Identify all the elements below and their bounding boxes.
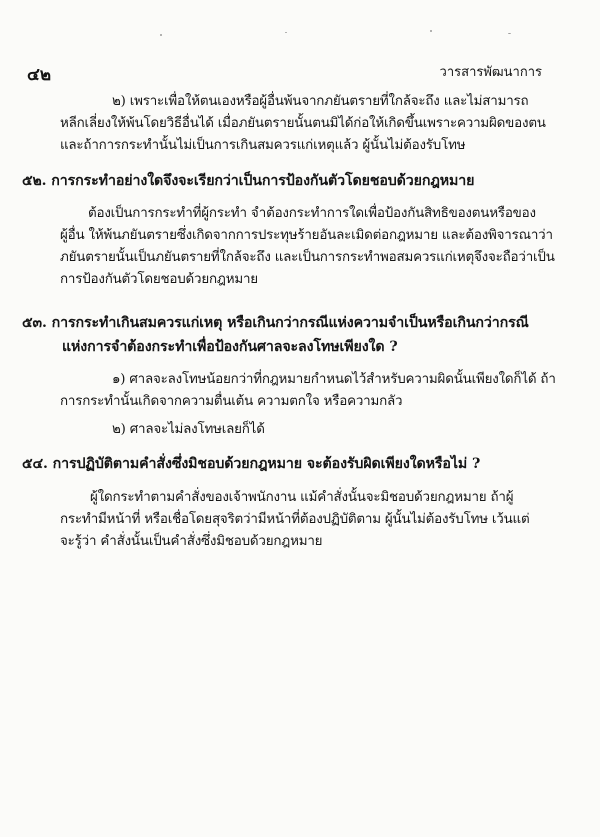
scan-speck <box>508 33 511 34</box>
answer-52-line-2: ผู้อื่น ให้พ้นภยันตรายซึ่งเกิดจากการประทุษร้ายอันละเมิดต่อกฎหมาย และต้องพิจารณาว่า <box>60 228 553 243</box>
scan-speck <box>285 32 287 33</box>
answer-53-item-1-line-2: การกระทำนั้นเกิดจากความตื่นเต้น ความตกใจ หรือความกลัว <box>60 394 403 409</box>
answer-54-line-1: ผู้ใดกระทำตามคำสั่งของเจ้าพนักงาน แม้คำสั่งนั้นจะมิชอบด้วยกฎหมาย ถ้าผู้ <box>90 490 514 505</box>
answer-52-line-4: การป้องกันตัวโดยชอบด้วยกฎหมาย <box>60 272 258 287</box>
scan-speck <box>160 34 162 36</box>
scan-speck <box>430 30 432 32</box>
question-text: การกระทำเกินสมควรแก่เหตุ หรือเกินกว่ากรณีแห่งความจำเป็นหรือเกินกว่ากรณี <box>51 315 529 331</box>
question-number: ๕๓. <box>22 315 47 331</box>
continuation-item-2-line-1: ๒) เพราะเพื่อให้ตนเองหรือผู้อื่นพ้นจากภยันตรายที่ใกล้จะถึง และไม่สามารถ <box>112 94 529 109</box>
question-53-line-2: แห่งการจำต้องกระทำเพื่อป้องกันศาลจะลงโทษเพียงใด ? <box>62 339 398 355</box>
question-number: ๕๔. <box>22 456 48 472</box>
question-number: ๕๒. <box>22 173 47 189</box>
page-number: ๔๒ <box>27 65 52 85</box>
question-53 <box>22 314 529 332</box>
answer-52-line-3: ภยันตรายนั้นเป็นภยันตรายที่ใกล้จะถึง และเป็นการกระทำพอสมควรแก่เหตุจึงจะถือว่าเป็น <box>60 250 555 265</box>
answer-53-item-2: ๒) ศาลจะไม่ลงโทษเลยก็ได้ <box>112 422 265 437</box>
continuation-item-2-line-3: และถ้าการกระทำนั้นไม่เป็นการเกินสมควรแก่เหตุแล้ว ผู้นั้นไม่ต้องรับโทษ <box>60 138 466 153</box>
answer-54-line-2: กระทำมีหน้าที่ หรือเชื่อโดยสุจริตว่ามีหน้าที่ต้องปฏิบัติตาม ผู้นั้นไม่ต้องรับโทษ เว้นแต่ <box>60 512 530 527</box>
question-54 <box>22 455 480 473</box>
answer-54-line-3: จะรู้ว่า คำสั่งนั้นเป็นคำสั่งซึ่งมิชอบด้วยกฎหมาย <box>60 534 323 549</box>
answer-53-item-1-line-1: ๑) ศาลจะลงโทษน้อยกว่าที่กฎหมายกำหนดไว้สำหรับความผิดนั้นเพียงใดก็ได้ ถ้า <box>112 372 556 387</box>
running-header-journal-name: วารสารพัฒนาการ <box>439 65 542 80</box>
question-text: การปฏิบัติตามคำสั่งซึ่งมิชอบด้วยกฎหมาย จะต้องรับผิดเพียงใดหรือไม่ ? <box>52 456 481 472</box>
question-52 <box>22 172 474 190</box>
answer-52-line-1: ต้องเป็นการกระทำที่ผู้กระทำ จำต้องกระทำการใดเพื่อป้องกันสิทธิของตนหรือของ <box>88 206 536 221</box>
question-text: การกระทำอย่างใดจึงจะเรียกว่าเป็นการป้องกันตัวโดยชอบด้วยกฎหมาย <box>51 173 475 189</box>
continuation-item-2-line-2: หลีกเลี่ยงให้พ้นโดยวิธีอื่นได้ เมื่อภยันตรายนั้นตนมิได้ก่อให้เกิดขึ้นเพราะความผิดของตน <box>60 116 546 131</box>
